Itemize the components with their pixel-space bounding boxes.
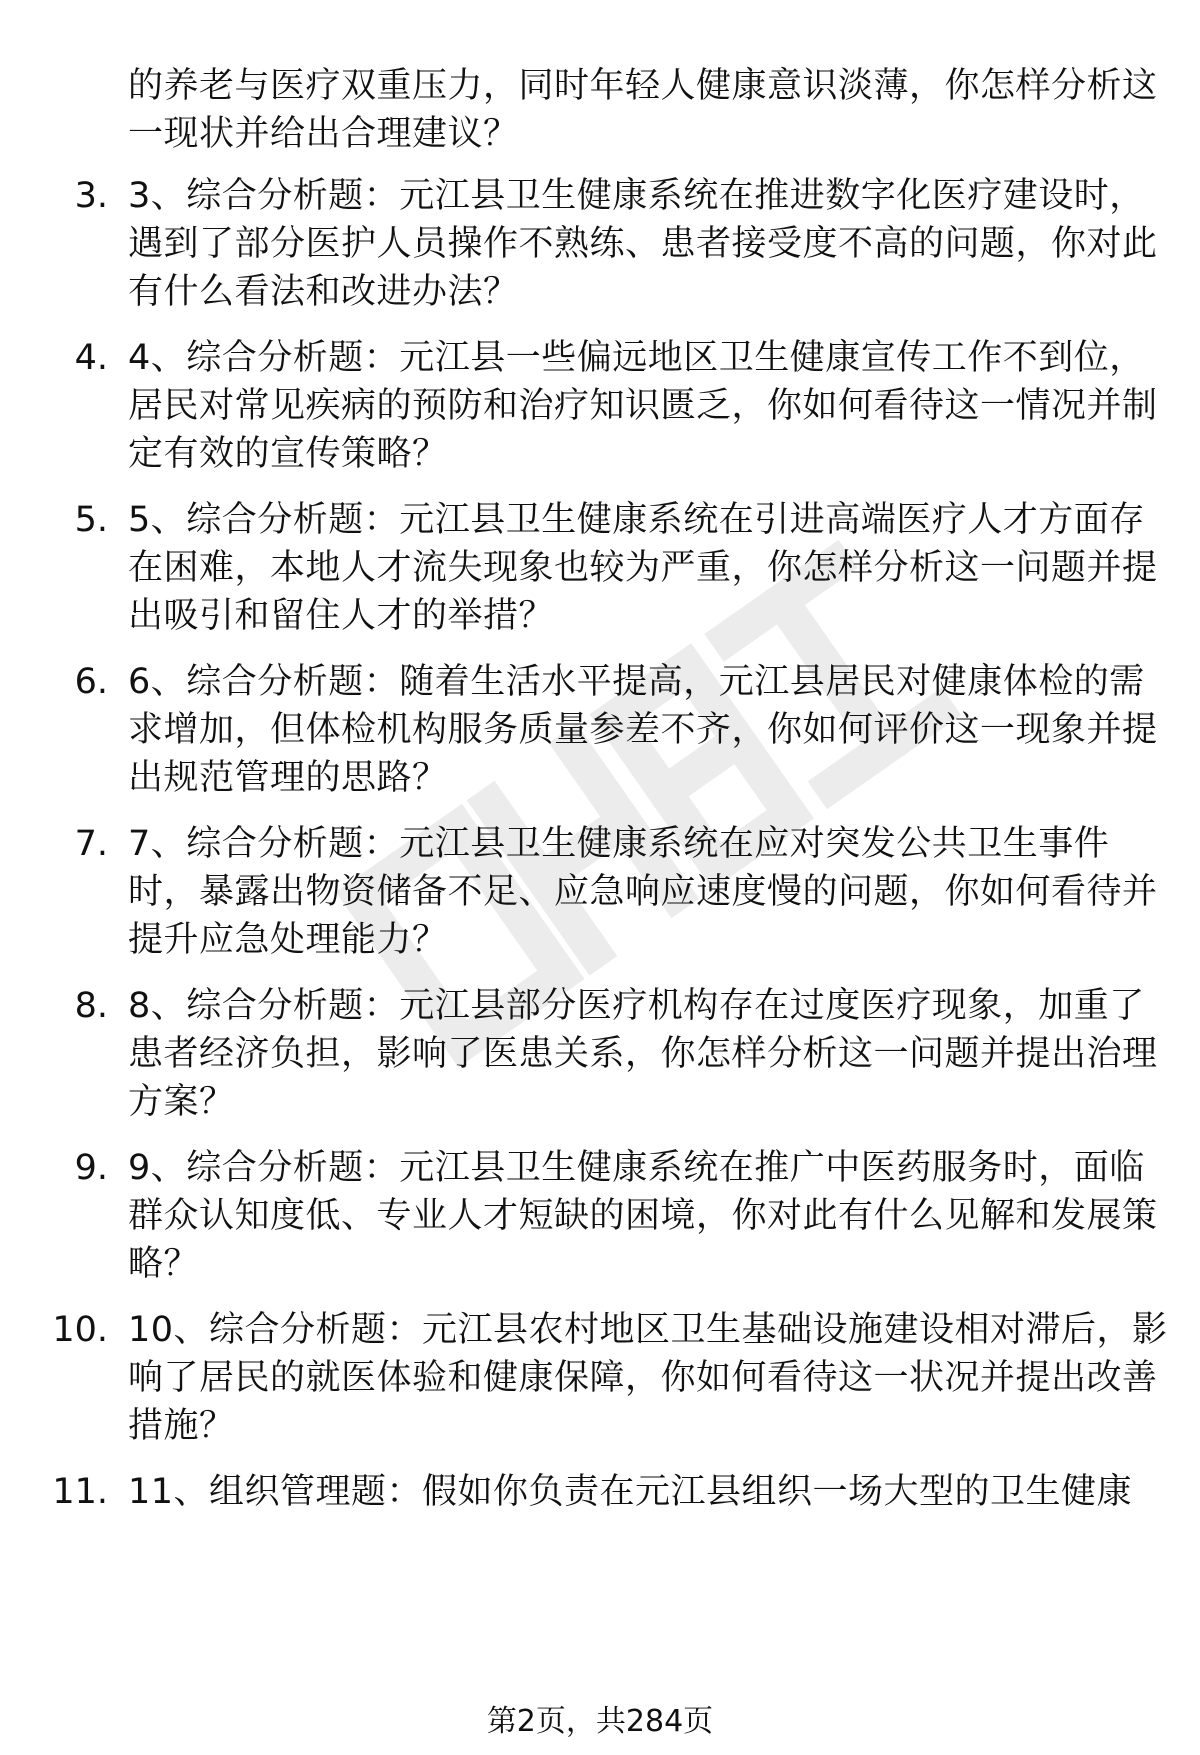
page-footer: 第2页，共284页 — [486, 1704, 714, 1739]
list-item-text: 9、综合分析题：元江县卫生健康系统在推广中医药服务时，面临群众认知度低、专业人才短缺的困境，你对此有什么见解和发展策略？ — [128, 1148, 1158, 1284]
list-item-text: 6、综合分析题：随着生活水平提高，元江县居民对健康体检的需求增加，但体检机构服务质量参差不齐，你如何评价这一现象并提出规范管理的思路？ — [128, 662, 1158, 798]
continuation-paragraph: 的养老与医疗双重压力，同时年轻人健康意识淡薄，你怎样分析这一现状并给出合理建议？ — [128, 66, 1158, 154]
list-item-number: 11. — [52, 1472, 108, 1512]
list-item-text: 10、综合分析题：元江县农村地区卫生基础设施建设相对滞后，影响了居民的就医体验和健康保障，你如何看待这一状况并提出改善措施？ — [128, 1310, 1168, 1446]
list-item-number: 3. — [74, 176, 108, 216]
list-item-number: 7. — [74, 824, 108, 864]
list-item-number: 8. — [74, 986, 108, 1026]
list-item-number: 6. — [74, 662, 108, 702]
list-item-text: 4、综合分析题：元江县一些偏远地区卫生健康宣传工作不到位，居民对常见疾病的预防和治疗知识匮乏，你如何看待这一情况并制定有效的宣传策略？ — [128, 338, 1158, 474]
list-item-text: 5、综合分析题：元江县卫生健康系统在引进高端医疗人才方面存在困难，本地人才流失现象也较为严重，你怎样分析这一问题并提出吸引和留住人才的举措？ — [128, 500, 1158, 636]
list-item-text: 11、组织管理题：假如你负责在元江县组织一场大型的卫生健康 — [128, 1472, 1133, 1512]
list-item-text: 7、综合分析题：元江县卫生健康系统在应对突发公共卫生事件时，暴露出物资储备不足、应急响应速度慢的问题，你如何看待并提升应急处理能力？ — [128, 824, 1158, 960]
list-item-text: 3、综合分析题：元江县卫生健康系统在推进数字化医疗建设时，遇到了部分医护人员操作不熟练、患者接受度不高的问题，你对此有什么看法和改进办法？ — [128, 176, 1158, 312]
list-item-text: 8、综合分析题：元江县部分医疗机构存在过度医疗现象，加重了患者经济负担，影响了医患关系，你怎样分析这一问题并提出治理方案？ — [128, 986, 1158, 1122]
list-item-number: 10. — [52, 1310, 108, 1350]
list-item-number: 9. — [74, 1148, 108, 1188]
list-item-number: 4. — [74, 338, 108, 378]
list-item-number: 5. — [74, 500, 108, 540]
